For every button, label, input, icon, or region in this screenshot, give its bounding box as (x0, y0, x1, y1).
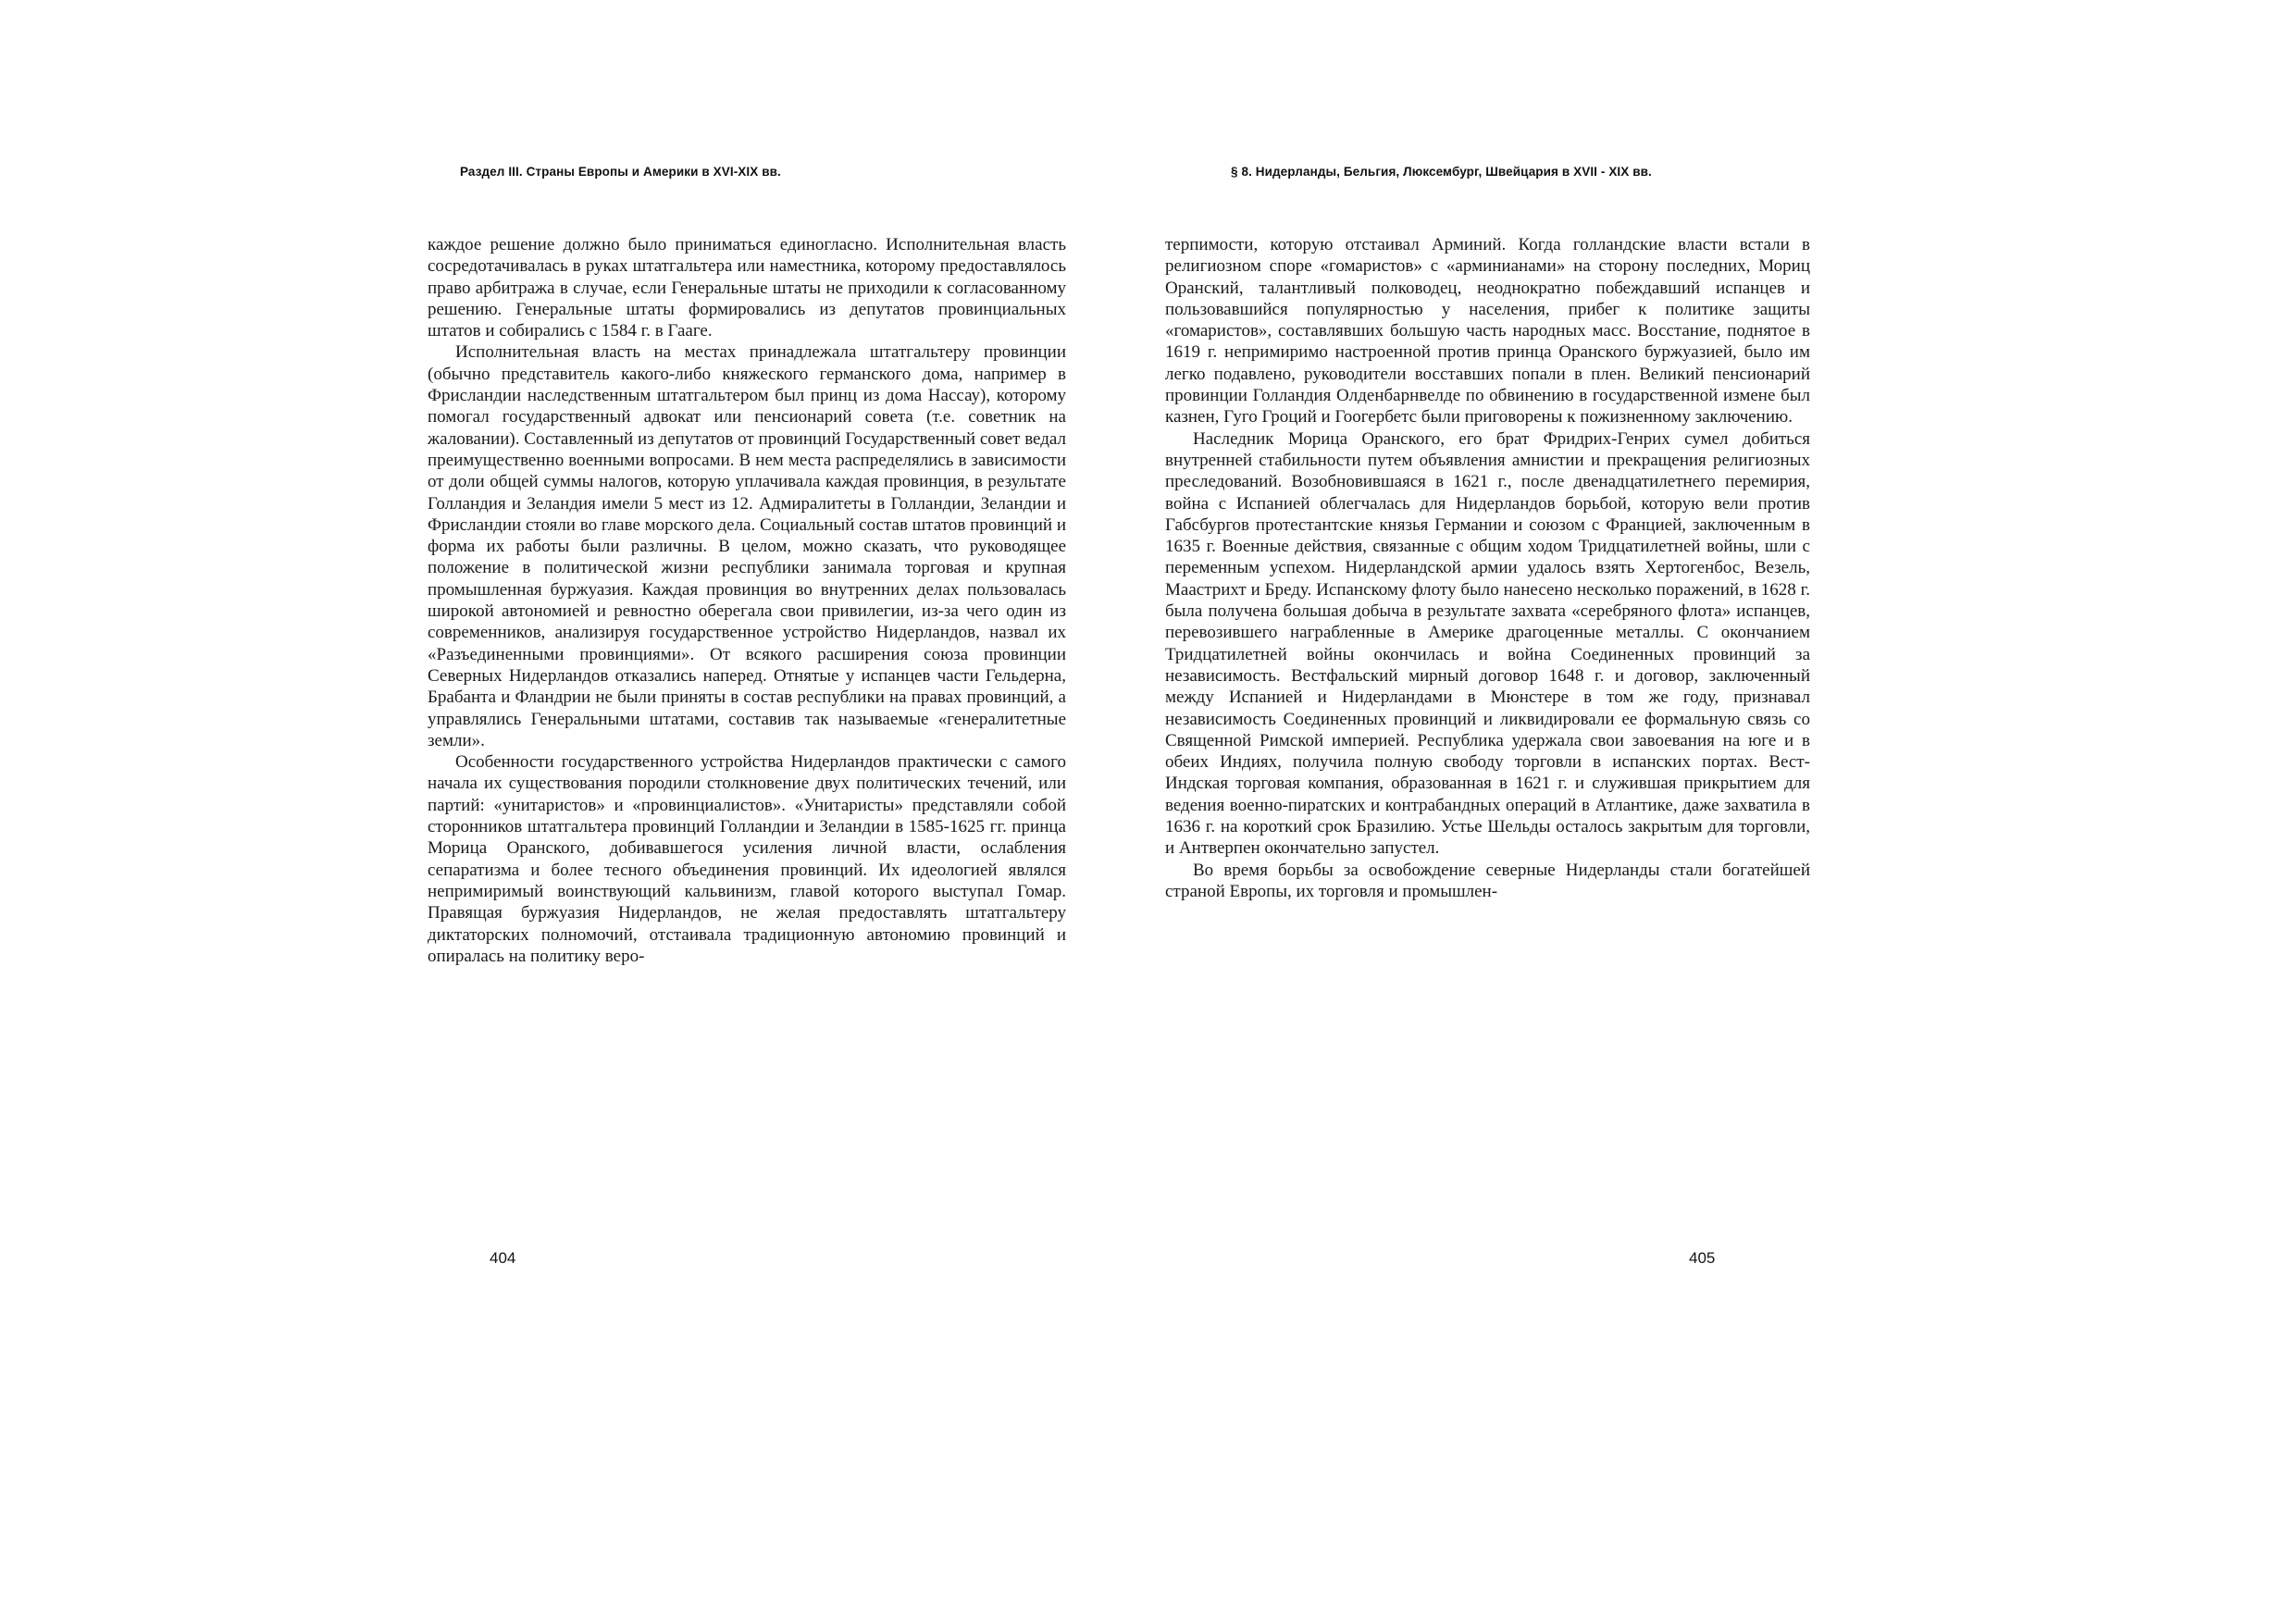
paragraph: Во время борьбы за освобождение северные Нидерланды стали богатейшей страной Европы, их торговля и промышлен- (1165, 860, 1810, 901)
running-head-right: § 8. Нидерланды, Бельгия, Люксембург, Швейцария в XVII - XIX вв. (1231, 165, 1652, 179)
paragraph: Исполнительная власть на местах принадлежала штатгальтеру провинции (обычно представитель какого-либо княжеского германского дома, например в Фрисландии наследственным штатгальтером был принц из дома Нассау), которому помогал государственный адвокат или пенсионарий совета (т.е. советник на жаловании). Составленный из депутатов от провинций Государственный совет ведал преимущественно военными вопросами. В нем места распределялись в зависимости от доли общей суммы налогов, которую уплачивала каждая провинция, в результате Голландия и Зеландия имели 5 мест из 12. Адмиралитеты в Голландии, Зеландии и Фрисландии стояли во главе морского дела. Социальный состав штатов провинций и форма их работы были различны. В целом, можно сказать, что руководящее положение в политической жизни республики занимала торговая и крупная промышленная буржуазия. Каждая провинция во внутренних делах пользовалась широкой автономией и ревностно оберегала свои привилегии, из-за чего один из современников, анализируя государственное устройство Нидерландов, назвал их «Разъединенными провинциями». От всякого расширения союза провинции Северных Нидерландов отказались наперед. Отнятые у испанцев части Гельдерна, Брабанта и Фландрии не были приняты в состав республики на правах провинций, а управлялись Генеральными штатами, составив так называемые «генералитетные земли». (428, 342, 1066, 750)
page-number-left: 404 (490, 1249, 516, 1267)
body-text-right (1165, 234, 1810, 902)
paragraph: Особенности государственного устройства Нидерландов практически с самого начала их существования породили столкновение двух политических течений, или партий: «унитаристов» и «провинциалистов». «Унитаристы» представляли собой сторонников штатгальтера провинций Голландии и Зеландии в 1585-1625 гг. принца Морица Оранского, добивавшегося усиления личной власти, ослабления сепаратизма и более тесного объединения провинций. Их идеологией являлся непримиримый воинствующий кальвинизм, главой которого выступал Гомар. Правящая буржуазия Нидерландов, не желая предоставлять штатгальтеру диктаторских полномочий, отстаивала традиционную автономию провинций и опиралась на политику веро- (428, 752, 1066, 966)
paragraph: каждое решение должно было приниматься единогласно. Исполнительная власть сосредотачивалась в руках штатгальтера или наместника, которому предоставлялось право арбитража в случае, если Генеральные штаты не приходили к согласованному решению. Генеральные штаты формировались из депутатов провинциальных штатов и собирались с 1584 г. в Гааге. (428, 235, 1066, 341)
running-head-left: Раздел III. Страны Европы и Америки в XVI-XIX вв. (460, 165, 781, 179)
paragraph: терпимости, которую отстаивал Арминий. Когда голландские власти встали в религиозном споре «гомаристов» с «арминианами» на сторону последних, Мориц Оранский, талантливый полководец, неоднократно побеждавший испанцев и пользовавшийся популярностью у населения, прибег к политике защиты «гомаристов», составлявших большую часть народных масс. Восстание, поднятое в 1619 г. непримиримо настроенной против принца Оранского буржуазией, было им легко подавлено, руководители восставших попали в плен. Великий пенсионарий провинции Голландия Олденбарнвелде по обвинению в государственной измене был казнен, Гуго Гроций и Гоогербетс были приговорены к пожизненному заключению. (1165, 235, 1810, 427)
paragraph: Наследник Морица Оранского, его брат Фридрих-Генрих сумел добиться внутренней стабильности путем объявления амнистии и прекращения религиозных преследований. Возобновившаяся в 1621 г., после двенадцатилетнего перемирия, война с Испанией облегчалась для Нидерландов борьбой, которую вели против Габсбургов протестантские князья Германии и союзом с Францией, заключенным в 1635 г. Военные действия, связанные с общим ходом Тридцатилетней войны, шли с переменным успехом. Нидерландской армии удалось взять Хертогенбос, Везель, Маастрихт и Бреду. Испанскому флоту было нанесено несколько поражений, в 1628 г. была получена большая добыча в результате захвата «серебряного флота» испанцев, перевозившего награбленные в Америке драгоценные металлы. С окончанием Тридцатилетней войны окончилась и война Соединенных провинций за независимость. Вестфальский мирный договор 1648 г. и договор, заключенный между Испанией и Нидерландами в Мюнстере в том же году, признавал независимость Соединенных провинций и ликвидировали ее формальную связь со Священной Римской империей. Республика удержала свои завоевания на юге и в обеих Индиях, получила полную свободу торговли в испанских портах. Вест-Индская торговая компания, образованная в 1621 г. и служившая прикрытием для ведения военно-пиратских и контрабандных операций в Атлантике, даже захватила в 1636 г. на короткий срок Бразилию. Устье Шельды осталось закрытым для торговли, и Антверпен окончательно запустел. (1165, 428, 1810, 859)
right-page (1148, 0, 2296, 1623)
body-text-left (428, 234, 1066, 967)
page-number-right: 405 (1689, 1249, 1716, 1267)
